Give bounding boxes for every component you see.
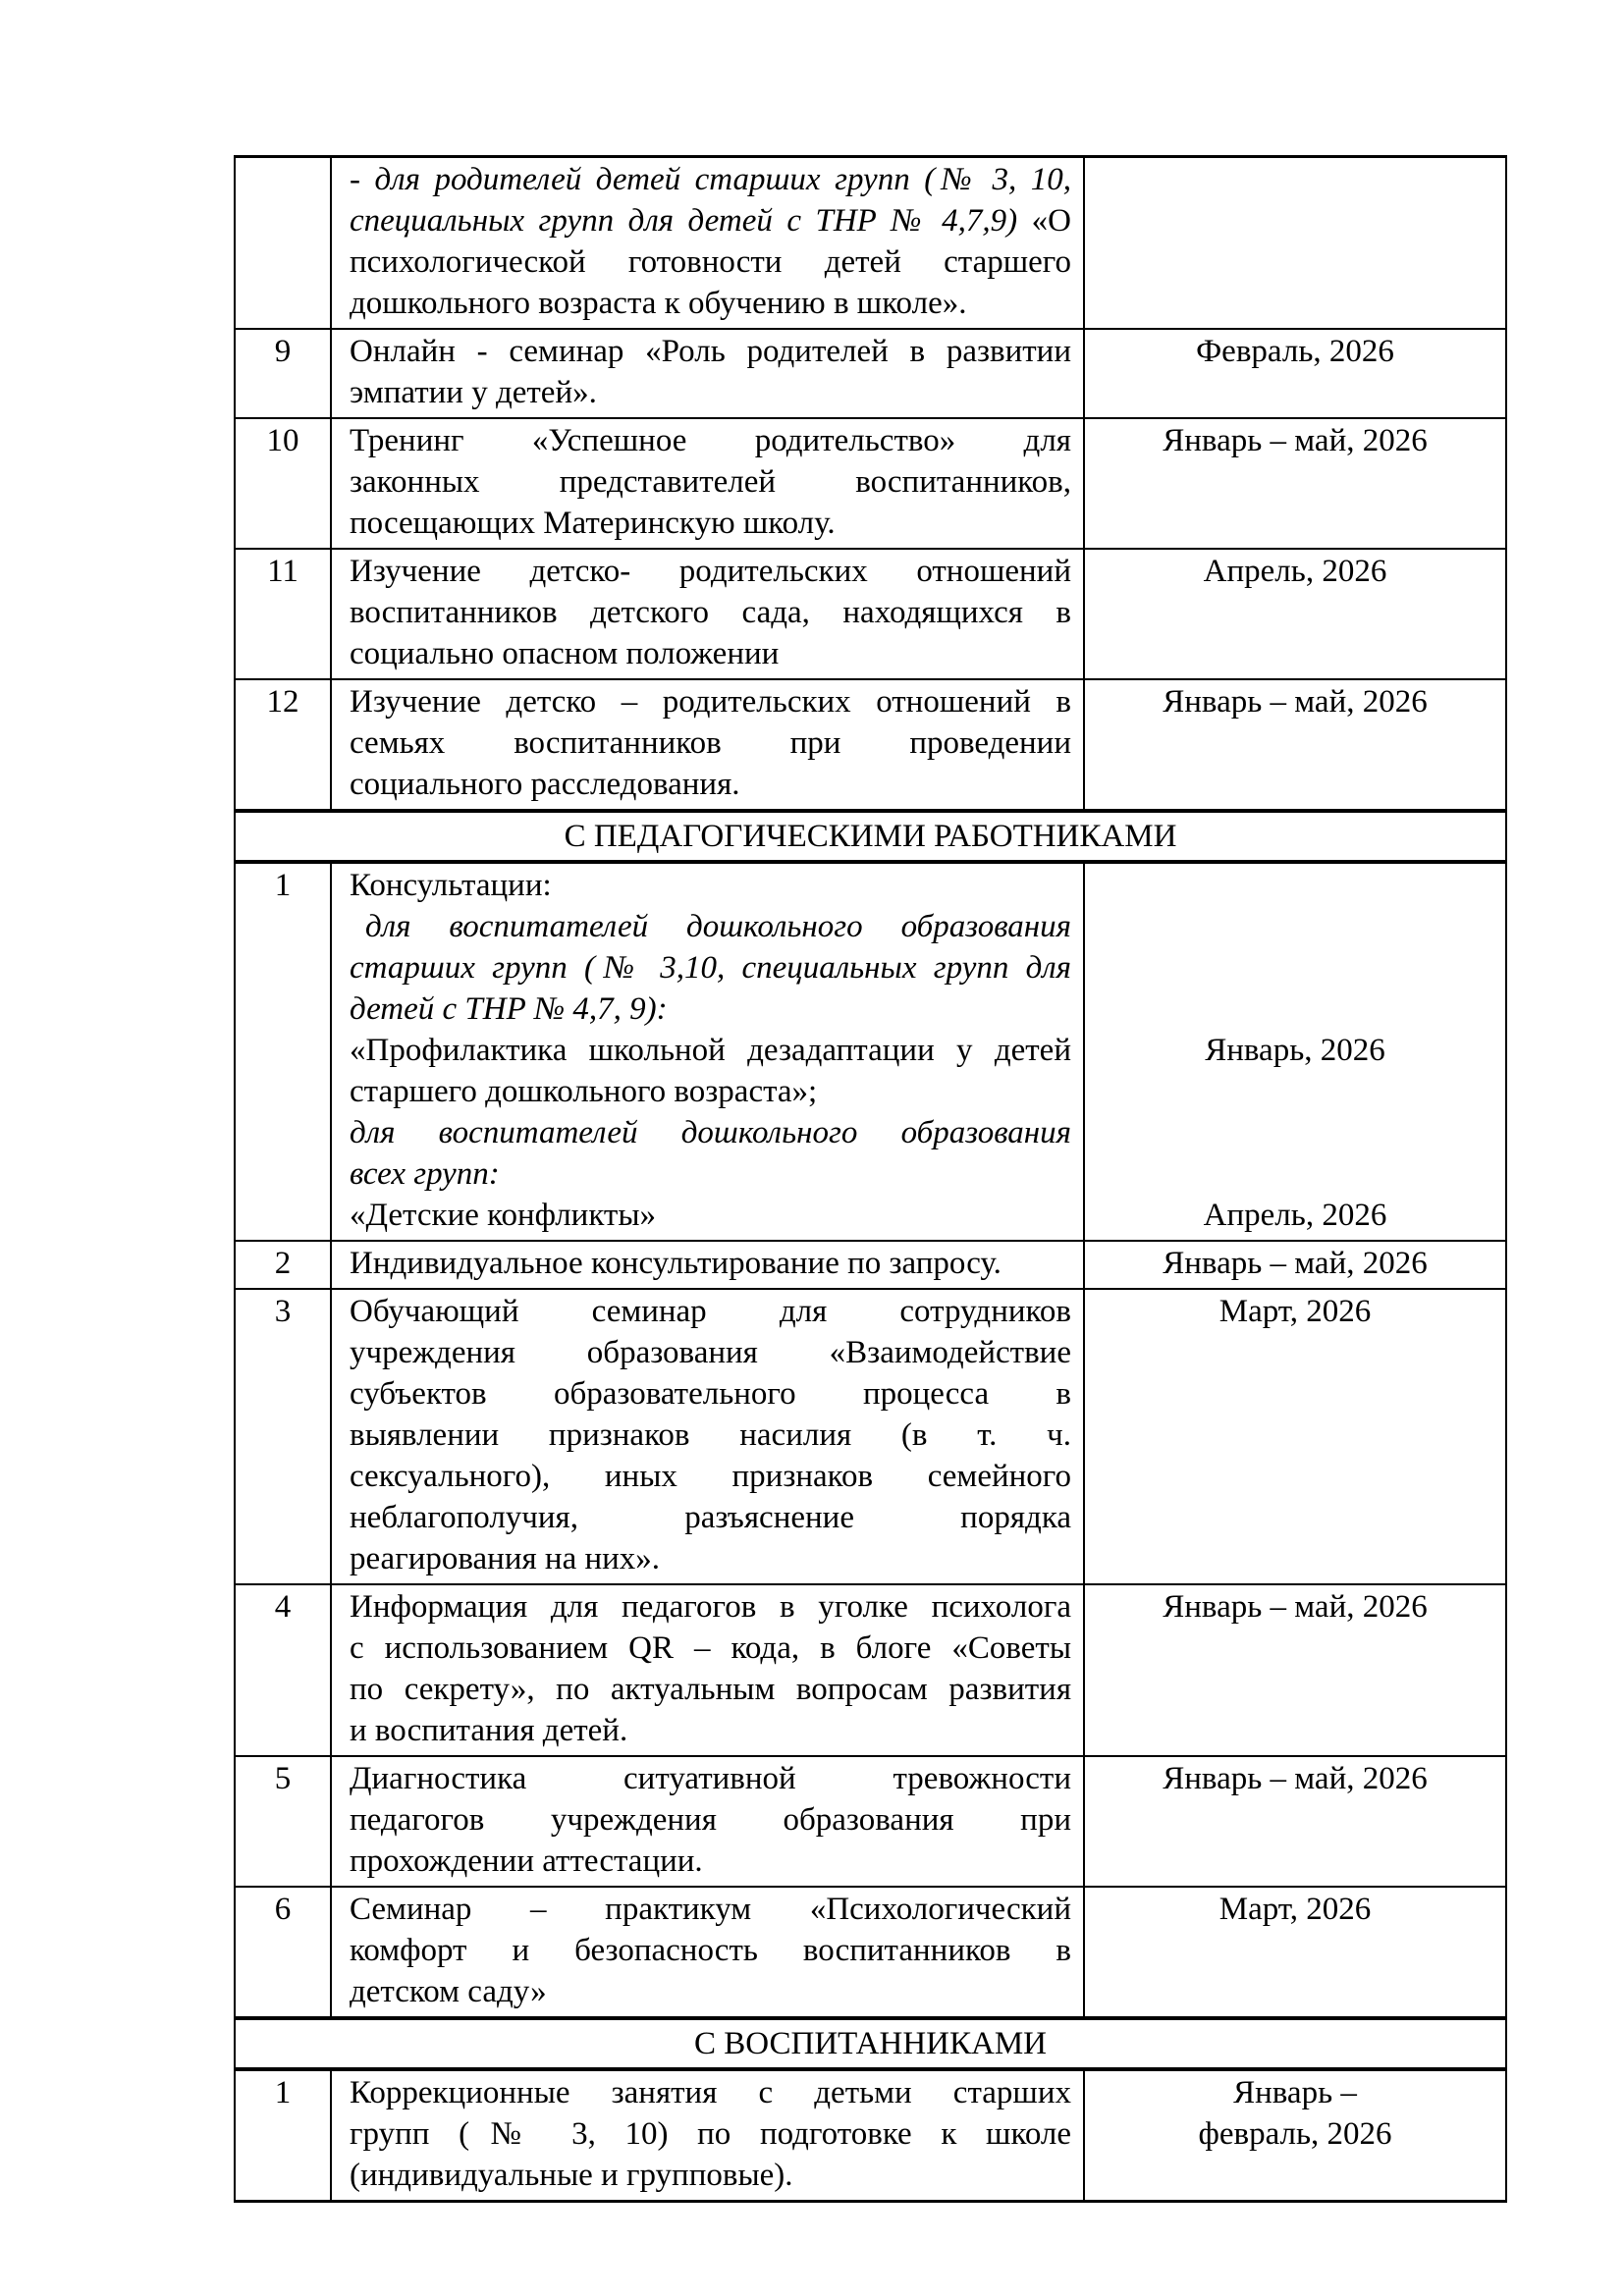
table-row	[236, 2069, 1505, 2200]
activity-text-line: групп (№ 3, 10) по подготовке к школе	[350, 2116, 1071, 2152]
activity-text-line: детей с ТНР № 4,7, 9):	[350, 991, 668, 1027]
date-line	[1085, 1153, 1505, 1195]
activity-text-line: Индивидуальное консультирование по запросу.	[350, 1246, 1001, 1281]
activity-text-line: «Детские конфликты»	[350, 1198, 657, 1233]
date-line: Март, 2026	[1218, 1892, 1372, 1927]
row-date-cell	[1085, 1757, 1505, 1886]
date-line: Апрель, 2026	[1203, 554, 1387, 589]
table-row	[236, 1757, 1505, 1888]
row-date-cell	[1085, 330, 1505, 417]
activity-text-line: старших групп (№ 3,10, специальных групп для	[350, 950, 1071, 986]
row-number-cell: 12	[236, 680, 332, 809]
activity-text-line: для воспитателей дошкольного образования	[365, 909, 1071, 944]
date-line: Март, 2026	[1218, 1294, 1372, 1329]
activity-text-line: Изучение детско- родительских отношений	[350, 554, 1071, 589]
row-activity-cell	[332, 864, 1085, 1240]
date-line: февраль, 2026	[1198, 2116, 1392, 2152]
section-header-row: С ВОСПИТАННИКАМИ	[236, 2018, 1505, 2069]
row-date-cell	[1085, 1242, 1505, 1288]
activity-text-line: комфорт и безопасность воспитанников в	[350, 1933, 1071, 1968]
row-activity-cell	[332, 1888, 1085, 2016]
row-number-cell	[236, 158, 332, 328]
date-line: Январь – май, 2026	[1163, 684, 1428, 720]
row-activity-cell	[332, 1290, 1085, 1583]
schedule-table	[234, 155, 1507, 2203]
date-line	[1085, 865, 1505, 906]
activity-text-line: дошкольного возраста к обучению в школе».	[350, 286, 967, 321]
row-number-cell: 3	[236, 1290, 332, 1583]
row-activity-cell	[332, 1242, 1085, 1288]
activity-text-line: педагогов учреждения образования при	[350, 1802, 1071, 1838]
activity-text-line: Изучение детско – родительских отношений в	[350, 684, 1071, 720]
row-date-cell	[1085, 2071, 1505, 2200]
table-row	[236, 158, 1505, 330]
date-line: Январь – май, 2026	[1163, 1761, 1428, 1796]
table-row	[236, 550, 1505, 680]
row-activity-cell	[332, 330, 1085, 417]
row-activity-cell	[332, 1585, 1085, 1755]
date-line	[1085, 1071, 1505, 1112]
activity-text-line: прохождении аттестации.	[350, 1843, 703, 1879]
activity-text-line: для воспитателей дошкольного образования	[350, 1115, 1071, 1150]
row-activity-cell	[332, 419, 1085, 548]
activity-text-line: Тренинг «Успешное родительство» для	[350, 423, 1071, 458]
row-number-cell: 10	[236, 419, 332, 548]
date-line: Январь – май, 2026	[1163, 423, 1428, 458]
activity-text-line: эмпатии у детей».	[350, 375, 597, 410]
activity-text-line: всех групп:	[350, 1156, 500, 1192]
row-date-cell	[1085, 158, 1505, 328]
table-row	[236, 1242, 1505, 1290]
row-date-cell	[1085, 550, 1505, 678]
row-date-cell	[1085, 1290, 1505, 1583]
row-number-cell: 6	[236, 1888, 332, 2016]
activity-text-line: учреждения образования «Взаимодействие	[350, 1335, 1071, 1370]
table-row	[236, 330, 1505, 419]
table-row	[236, 862, 1505, 1242]
activity-text-line: социально опасном положении	[350, 636, 780, 671]
activity-text-line: Коррекционные занятия с детьми старших	[350, 2075, 1071, 2110]
table-row	[236, 680, 1505, 811]
date-line: Январь – май, 2026	[1163, 1589, 1428, 1625]
row-activity-cell	[332, 1757, 1085, 1886]
row-date-cell	[1085, 1888, 1505, 2016]
activity-text-line: посещающих Материнскую школу.	[350, 506, 836, 541]
row-activity-cell	[332, 550, 1085, 678]
date-line: Февраль, 2026	[1196, 334, 1394, 369]
row-number-cell: 2	[236, 1242, 332, 1288]
activity-text-line: Семинар – практикум «Психологический	[350, 1892, 1071, 1927]
table-row	[236, 1888, 1505, 2018]
activity-text-line: семьях воспитанников при проведении	[350, 725, 1071, 761]
activity-text-line: старшего дошкольного возраста»;	[350, 1074, 818, 1109]
row-number-cell: 11	[236, 550, 332, 678]
activity-text-line: Консультации:	[350, 868, 552, 903]
row-number-cell: 1	[236, 2071, 332, 2200]
activity-text-line: с использованием QR – кода, в блоге «Советы	[350, 1630, 1071, 1666]
activity-text-line: неблагополучия, разъяснение порядка	[350, 1500, 1071, 1535]
activity-text-line: реагирования на них».	[350, 1541, 661, 1576]
date-line	[1085, 1112, 1505, 1153]
activity-text-line: (индивидуальные и групповые).	[350, 2158, 793, 2193]
activity-text-line: субъектов образовательного процесса в	[350, 1376, 1071, 1412]
activity-text-line: законных представителей воспитанников,	[350, 464, 1071, 500]
row-activity-cell	[332, 2071, 1085, 2200]
date-line: Январь, 2026	[1205, 1033, 1385, 1068]
row-activity-cell	[332, 680, 1085, 809]
activity-text-line: Обучающий семинар для сотрудников	[350, 1294, 1071, 1329]
section-header-row: С ПЕДАГОГИЧЕСКИМИ РАБОТНИКАМИ	[236, 811, 1505, 862]
row-date-cell	[1085, 680, 1505, 809]
activity-text-line: специальных групп для детей с ТНР № 4,7,9) «О	[350, 203, 1071, 239]
row-number-cell: 1	[236, 864, 332, 1240]
activity-text-line: социального расследования.	[350, 767, 740, 802]
date-line	[1085, 988, 1505, 1030]
activity-text-line: - для родителей детей старших групп (№ 3, 10,	[350, 162, 1071, 197]
activity-text-line: выявлении признаков насилия (в т. ч.	[350, 1417, 1071, 1453]
date-line	[1085, 947, 1505, 988]
row-date-cell	[1085, 419, 1505, 548]
date-line: Апрель, 2026	[1203, 1198, 1387, 1233]
activity-text-line: Информация для педагогов в уголке психолога	[350, 1589, 1071, 1625]
date-line	[1085, 906, 1505, 947]
row-date-cell	[1085, 1585, 1505, 1755]
row-activity-cell	[332, 158, 1085, 328]
activity-text-line: воспитанников детского сада, находящихся в	[350, 595, 1071, 630]
activity-text-line: Диагностика ситуативной тревожности	[350, 1761, 1071, 1796]
table-row	[236, 419, 1505, 550]
activity-text-line: психологической готовности детей старшего	[350, 244, 1071, 280]
date-line: Январь –	[1233, 2075, 1357, 2110]
date-line: Январь – май, 2026	[1163, 1246, 1428, 1281]
row-date-cell	[1085, 864, 1505, 1240]
activity-text-line: «Профилактика школьной дезадаптации у детей	[350, 1033, 1071, 1068]
table-row	[236, 1290, 1505, 1585]
row-number-cell: 4	[236, 1585, 332, 1755]
row-number-cell: 9	[236, 330, 332, 417]
activity-text-line: по секрету», по актуальным вопросам развития	[350, 1672, 1071, 1707]
table-row	[236, 1585, 1505, 1757]
activity-text-line: и воспитания детей.	[350, 1713, 628, 1748]
row-number-cell: 5	[236, 1757, 332, 1886]
activity-text-line: детском саду»	[350, 1974, 547, 2009]
activity-text-line: сексуального), иных признаков семейного	[350, 1459, 1071, 1494]
activity-text-line: Онлайн - семинар «Роль родителей в развитии	[350, 334, 1071, 369]
